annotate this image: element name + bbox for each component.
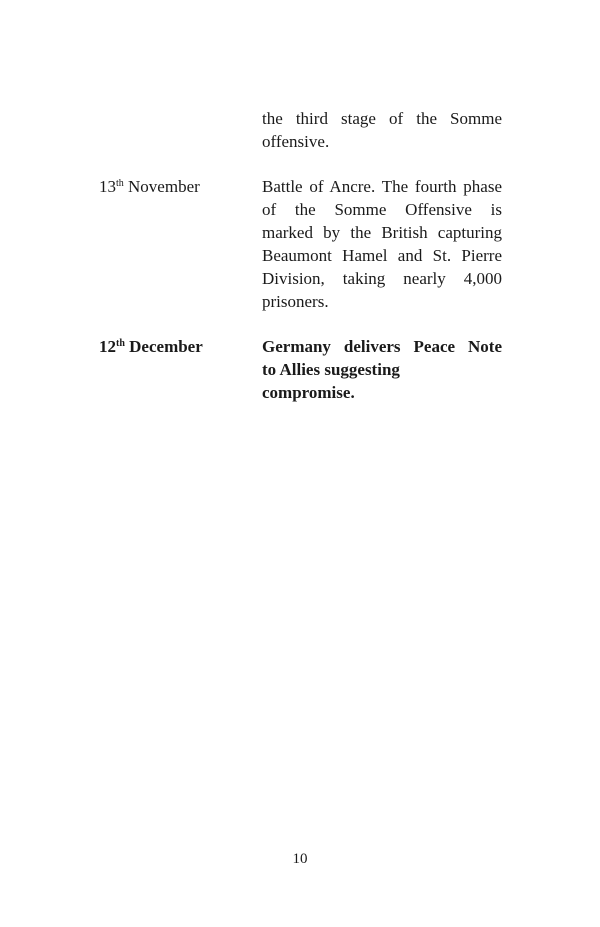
text-line: to Allies suggesting: [262, 360, 400, 379]
date-day: 12: [99, 337, 116, 356]
text-line: Germany delivers Peace Note: [262, 337, 502, 356]
entry-text-13-november: [262, 175, 502, 313]
entry-date-12-december: [99, 335, 203, 358]
text-line: prisoners.: [262, 292, 329, 311]
date-day: 13: [99, 177, 116, 196]
date-ordinal: th: [116, 338, 125, 349]
entry-text-12-december: [262, 335, 502, 404]
entry-continuation-text: [262, 107, 502, 153]
text-line: the third stage of the Somme: [262, 109, 502, 128]
page-number: 10: [292, 851, 308, 867]
date-month: November: [123, 177, 200, 196]
text-line: offensive.: [262, 132, 330, 151]
date-month: December: [124, 337, 203, 356]
text-line: Division, taking nearly 4,000: [262, 269, 502, 288]
entry-date-13-november: [99, 175, 200, 198]
text-line: Battle of Ancre. The fourth phase: [262, 177, 502, 196]
text-line: of the Somme Offensive is: [262, 200, 502, 219]
text-line: compromise.: [262, 383, 355, 402]
date-ordinal: th: [116, 178, 124, 189]
text-line: Beaumont Hamel and St. Pierre: [262, 246, 502, 265]
text-line: marked by the British capturing: [262, 223, 502, 242]
